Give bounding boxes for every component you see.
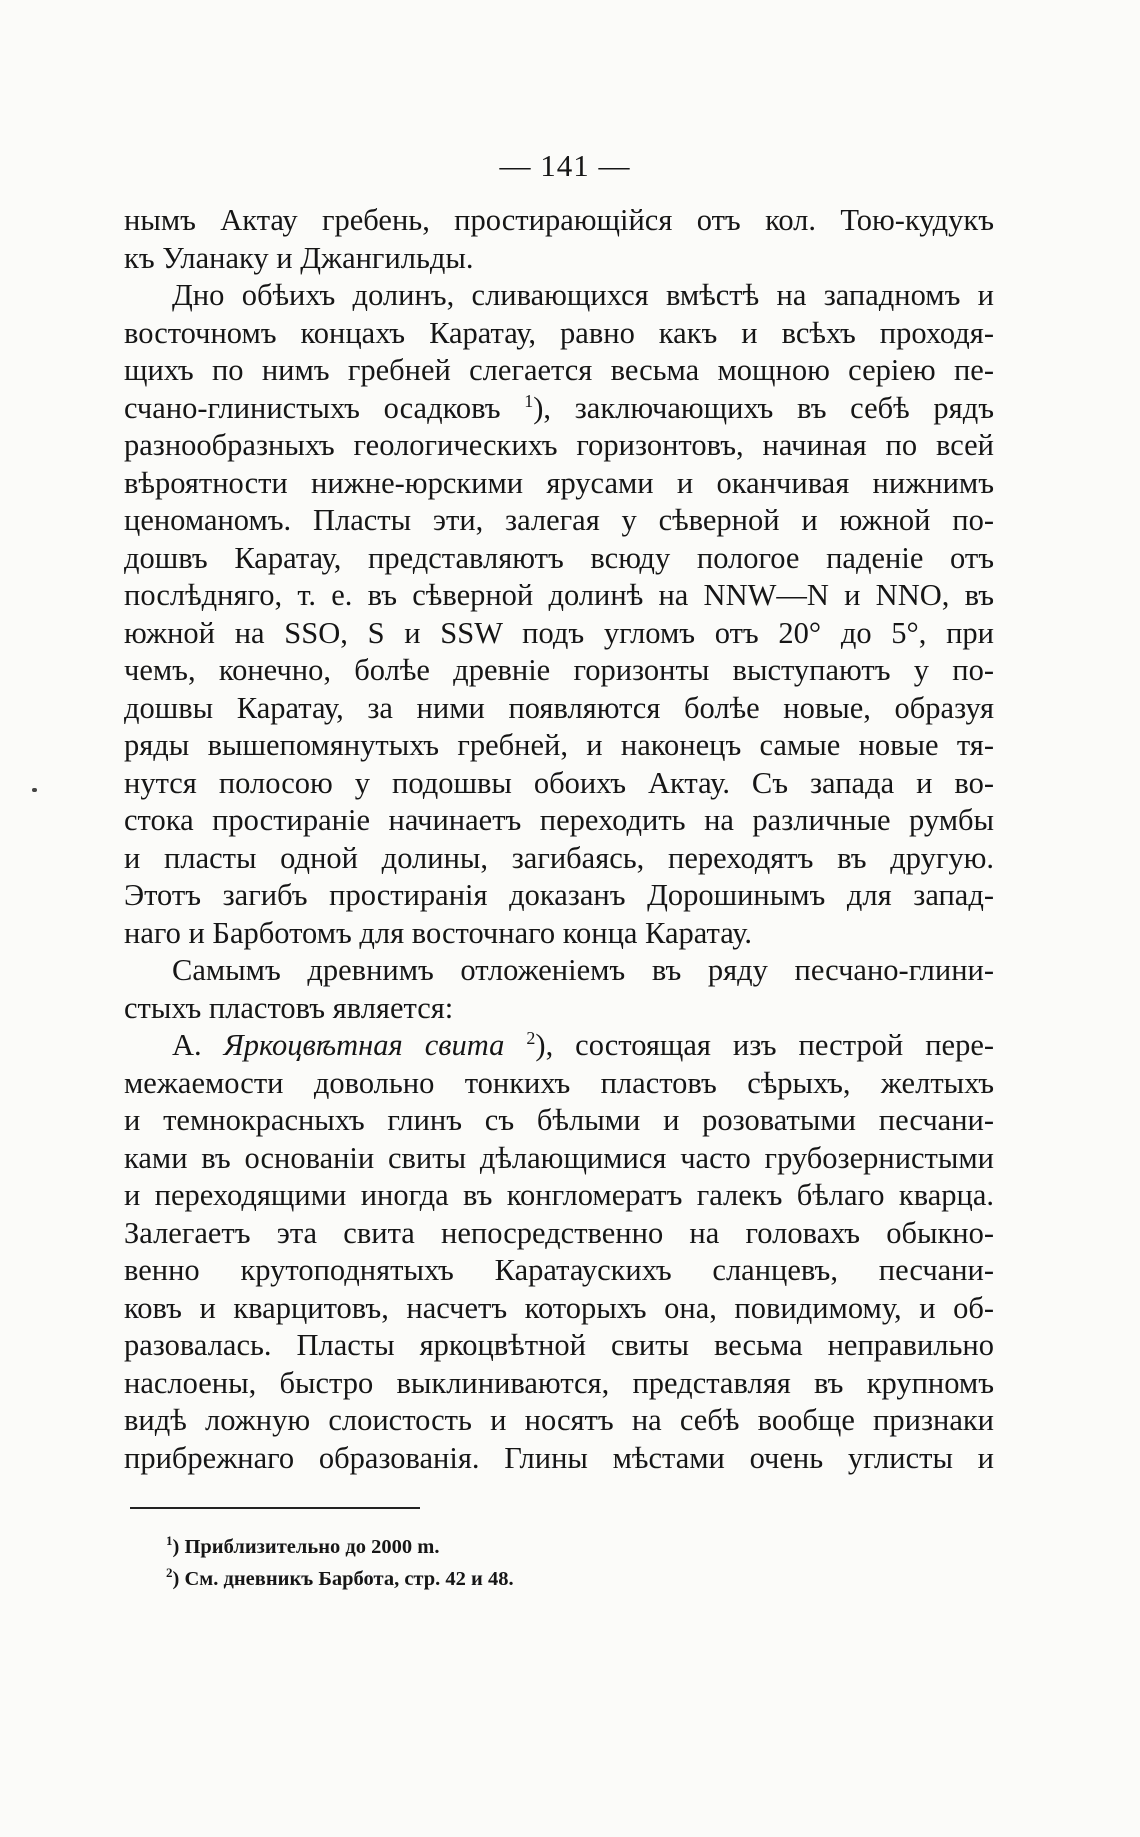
text-line: Самымъ древнимъ отложеніемъ въ ряду песчано-глини- [172, 953, 994, 987]
text-line: щихъ по нимъ гребней слегается весьма мощною серіею пе- [124, 353, 994, 387]
document-page [124, 148, 994, 1595]
text-line: вѣроятности нижне-юрскими ярусами и оканчивая нижнимъ [124, 465, 994, 500]
text-line: дошвы Каратау, за ними появляются болѣе новые, образуя [124, 690, 994, 725]
text-line: наго и Барботомъ для восточнаго конца Каратау. [124, 915, 753, 950]
paragraph-1 [124, 202, 994, 277]
text-line: прибрежнаго образованія. Глины мѣстами очень углисты и [124, 1440, 994, 1475]
formation-term: Яркоцвѣтная свита [223, 1028, 505, 1062]
footnotes [124, 1531, 994, 1595]
section-letter: А. [172, 1028, 224, 1062]
text-line: стыхъ пластовъ является: [124, 990, 454, 1025]
text-line: разнообразныхъ геологическихъ горизонтовъ, начиная по всей [124, 428, 994, 462]
text-line: чемъ, конечно, болѣе древніе горизонты выступаютъ у по- [124, 653, 994, 687]
paragraph-2 [124, 277, 994, 952]
text-line: ряды вышепомянутыхъ гребней, и наконецъ самые новые тя- [124, 728, 994, 762]
text-line: ковъ и кварцитовъ, насчетъ которыхъ она, повидимому, и об- [124, 1290, 994, 1325]
text-line [124, 390, 994, 428]
text-line: и темнокрасныхъ глинъ съ бѣлыми и розоватыми песчани- [124, 1103, 994, 1137]
text-line: нымъ Актау гребень, простирающійся отъ кол. Тою-кудукъ [124, 203, 994, 237]
text-line: видѣ ложную слоистость и носятъ на себѣ вообще признаки [124, 1403, 994, 1437]
text-line: межаемости довольно тонкихъ пластовъ сѣрыхъ, желтыхъ [124, 1065, 994, 1100]
paragraph-3 [124, 952, 994, 1027]
text-line: ками въ основаніи свиты дѣлающимися часто грубозернистыми [124, 1140, 994, 1175]
text-line: и переходящими иногда въ конгломератъ галекъ бѣлаго кварца. [124, 1178, 994, 1212]
footnote-1 [166, 1531, 994, 1563]
paragraph-4 [124, 1027, 994, 1477]
text-segment: счано-глинистыхъ осадковъ [124, 390, 525, 425]
footnote-ref-1: 1 [524, 390, 534, 411]
text-line: восточномъ концахъ Каратау, равно какъ и всѣхъ проходя- [124, 315, 994, 350]
text-line: стока простираніе начинаетъ переходить на различные румбы [124, 803, 994, 837]
text-line: Дно обѣихъ долинъ, сливающихся вмѣстѣ на западномъ и [172, 278, 994, 312]
footnote-2 [166, 1563, 994, 1595]
text-line: Залегаетъ эта свита непосредственно на головахъ обыкно- [124, 1215, 994, 1250]
text-line: нутся полосою у подошвы обоихъ Актау. Съ запада и во- [124, 765, 994, 800]
text-line: ценоманомъ. Пласты эти, залегая у сѣверной и южной по- [124, 503, 994, 537]
footnote-marker: 1 [166, 1533, 173, 1549]
text-line: наслоены, быстро выклиниваются, представляя въ крупномъ [124, 1365, 994, 1400]
text-line: разовалась. Пласты яркоцвѣтной свиты весьма неправильно [124, 1328, 994, 1362]
text-line: Этотъ загибъ простиранія доказанъ Дорошинымъ для запад- [124, 878, 994, 912]
text-line: венно крутоподнятыхъ Каратаускихъ сланцевъ, песчани- [124, 1253, 994, 1287]
body-text [124, 202, 994, 1477]
page-number: — 141 — [499, 148, 631, 183]
scan-speck [32, 788, 37, 792]
text-segment: ), состоящая изъ пестрой пере- [535, 1028, 994, 1062]
footnote-text: ) Приблизительно до 2000 m. [172, 1536, 440, 1558]
text-line: послѣдняго, т. е. въ сѣверной долинѣ на NNW—N и NNO, въ [124, 578, 994, 612]
text-line [124, 1027, 994, 1065]
text-line: къ Уланаку и Джангильды. [124, 240, 474, 275]
text-line: южной на SSO, S и SSW подъ угломъ отъ 20° до 5°, при [124, 615, 994, 650]
text-segment: ), заключающихъ въ себѣ рядъ [533, 390, 994, 425]
footnote-divider [130, 1507, 420, 1509]
footnote-ref-2: 2 [526, 1027, 536, 1048]
footnote-text: ) См. дневникъ Барбота, стр. 42 и 48. [172, 1568, 514, 1590]
text-line: и пласты одной долины, загибаясь, переходятъ въ другую. [124, 840, 994, 875]
text-segment [504, 1028, 526, 1062]
footnote-marker: 2 [166, 1565, 173, 1581]
text-line: дошвъ Каратау, представляютъ всюду пологое паденіе отъ [124, 540, 994, 575]
